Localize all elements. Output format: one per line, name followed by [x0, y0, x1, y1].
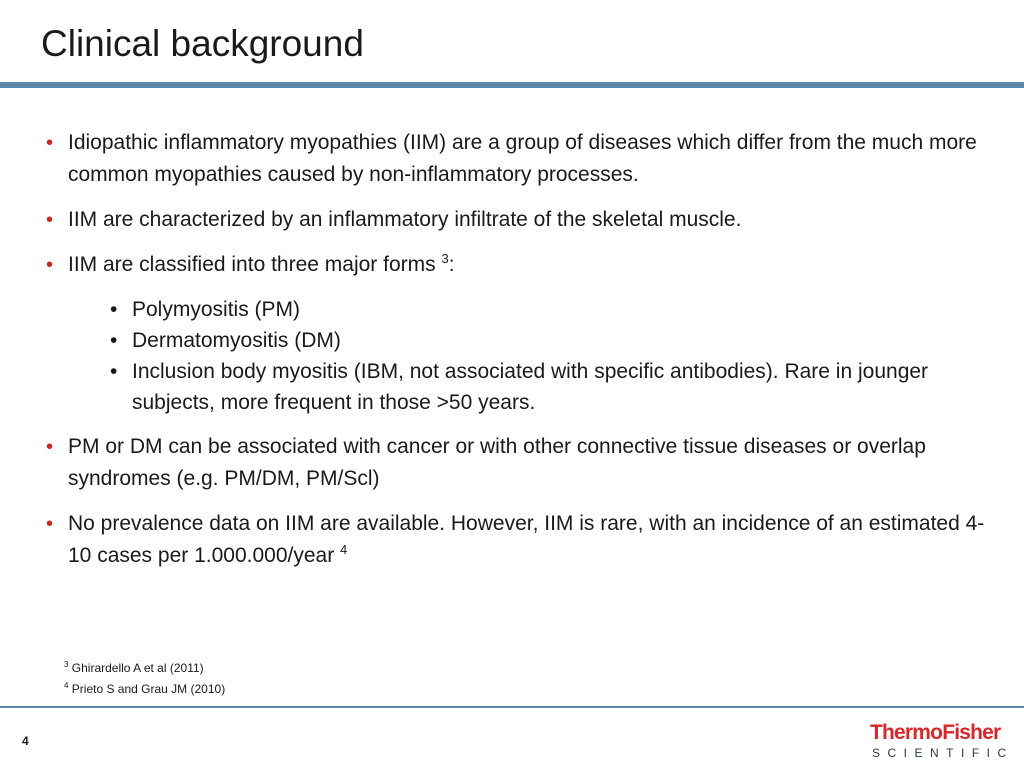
bullet-item	[46, 508, 996, 572]
bullet-dot-icon: •	[46, 254, 54, 276]
logo-wordmark: ThermoFisher	[870, 721, 1001, 744]
slide-title: Clinical background	[41, 23, 364, 64]
reference-item	[64, 679, 225, 700]
bullet-dot-icon: •	[46, 513, 54, 535]
bullet-text: No prevalence data on IIM are available. However, IIM is rare, with an incidence of an estimated 4-10 cases per 1.000.000/year	[68, 512, 985, 567]
bullet-item	[46, 431, 996, 495]
sub-bullet-item	[110, 325, 996, 356]
sub-bullet-text: Dermatomyositis (DM)	[132, 329, 341, 352]
sub-bullet-text: Polymyositis (PM)	[132, 298, 301, 321]
sub-bullet-dot-icon: •	[110, 298, 118, 321]
bullet-text: IIM are classified into three major forms	[68, 253, 442, 276]
reference-text: Ghirardello A et al (2011)	[68, 661, 204, 675]
sub-bullet-text: Inclusion body myositis (IBM, not associated with specific antibodies). Rare in jounger subjects, more frequent in those >50 years.	[132, 360, 929, 414]
bullet-item	[46, 249, 996, 418]
bullet-dot-icon: •	[46, 209, 54, 231]
bullet-text: Idiopathic inflammatory myopathies (IIM) are a group of diseases which differ from the much more common myopathies caused by non-inflammatory processes.	[68, 131, 977, 186]
bullet-dot-icon: •	[46, 436, 54, 458]
slide-content	[46, 127, 996, 585]
sub-bullet-item	[110, 294, 996, 325]
reference-number: 3	[64, 660, 69, 669]
bullet-list	[46, 127, 996, 572]
sub-bullet-item	[110, 356, 996, 418]
footer-divider	[0, 706, 1024, 708]
reference-number: 4	[64, 681, 69, 690]
bullet-dot-icon: •	[46, 132, 54, 154]
title-divider	[0, 82, 1024, 88]
sub-bullet-dot-icon: •	[110, 329, 118, 352]
citation-superscript: 3	[441, 251, 449, 266]
logo-subtitle: SCIENTIFIC	[872, 746, 1014, 760]
bullet-text: IIM are characterized by an inflammatory infiltrate of the skeletal muscle.	[68, 208, 742, 231]
bullet-item	[46, 127, 996, 191]
reference-text: Prieto S and Grau JM (2010)	[68, 682, 226, 696]
thermo-fisher-logo	[870, 721, 1014, 761]
sub-bullet-dot-icon: •	[110, 360, 118, 383]
sub-bullet-list	[68, 294, 996, 418]
bullet-item	[46, 204, 996, 236]
bullet-suffix: :	[448, 253, 455, 276]
reference-item	[64, 658, 225, 679]
citation-superscript: 4	[340, 542, 348, 557]
bullet-text: PM or DM can be associated with cancer or with other connective tissue diseases or overlap syndromes (e.g. PM/DM, PM/Scl)	[68, 435, 926, 490]
page-number: 4	[22, 734, 29, 748]
references	[64, 658, 225, 700]
